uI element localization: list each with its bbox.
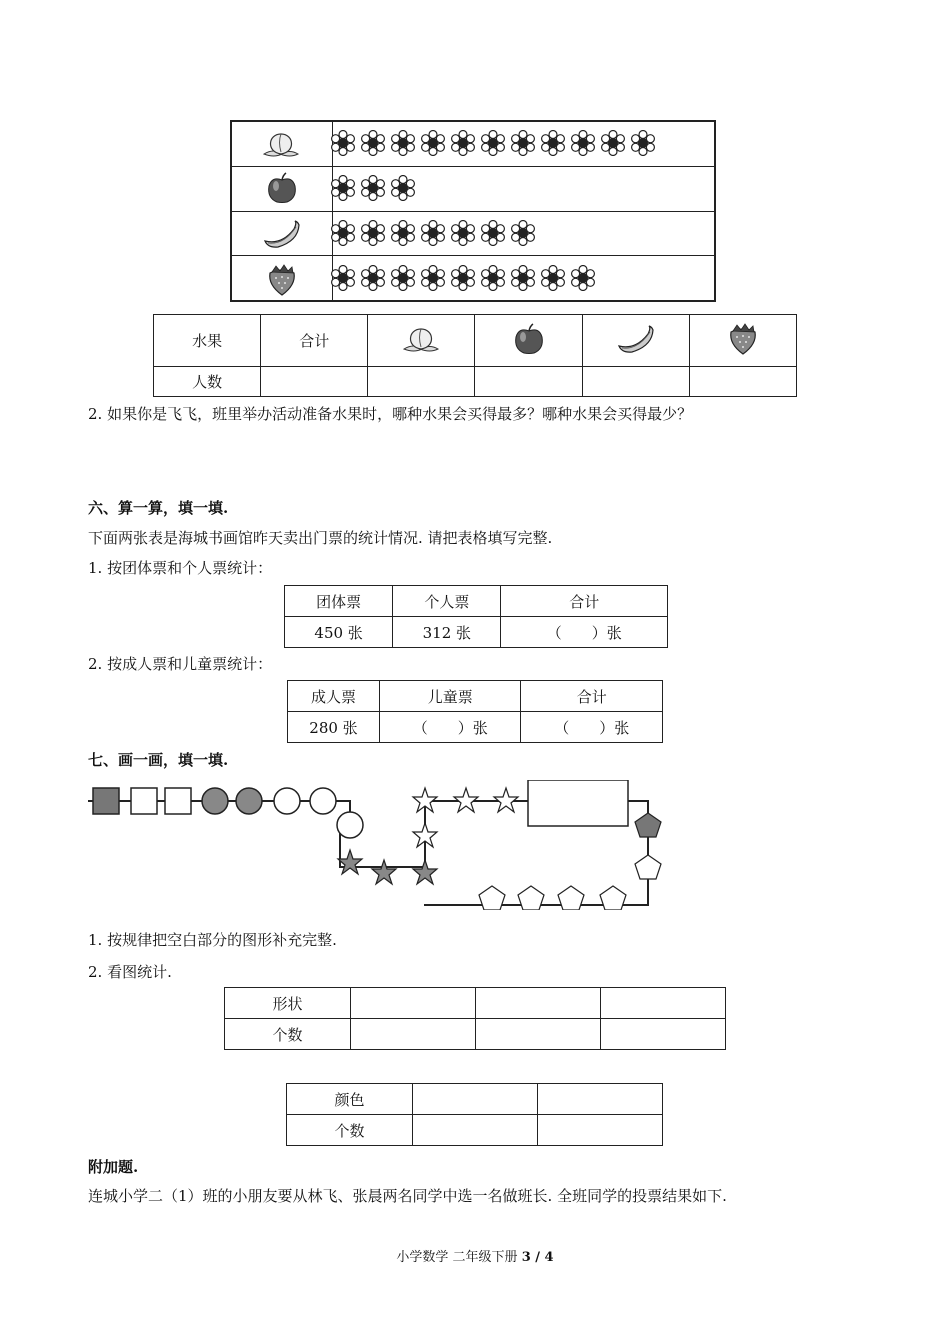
answer-cell[interactable]: （ ）张: [501, 617, 668, 648]
page-footer: [0, 1246, 950, 1265]
ticket-table-1: [284, 585, 668, 648]
white-star: [454, 788, 478, 812]
flower-icon: [330, 175, 356, 201]
gray-pentagon: [635, 813, 661, 837]
section-7-title: 七、画一画，填一填.: [88, 751, 229, 769]
answer-cell[interactable]: [261, 367, 368, 397]
flower-row: [330, 175, 416, 201]
peach-icon: [400, 323, 442, 355]
answer-cell[interactable]: [476, 1019, 601, 1050]
white-circle: [337, 812, 363, 838]
flower-icon: [390, 265, 416, 291]
answer-cell[interactable]: [476, 988, 601, 1019]
white-circle: [310, 788, 336, 814]
section-7-q2: 2. 看图统计.: [88, 963, 172, 981]
flower-icon: [510, 130, 536, 156]
answer-cell[interactable]: [413, 1115, 538, 1146]
fruit-label: 水果: [154, 315, 261, 367]
flower-icon: [570, 265, 596, 291]
table-header: 成人票: [288, 681, 380, 712]
flower-icon: [330, 220, 356, 246]
page-number: 3 / 4: [521, 1250, 554, 1265]
table-header: 个人票: [393, 586, 501, 617]
white-pentagon: [518, 886, 544, 910]
white-pentagon: [600, 886, 626, 910]
flower-icon: [570, 130, 596, 156]
flower-icon: [480, 265, 506, 291]
banana-icon: [262, 219, 302, 249]
blank-box: [528, 780, 628, 826]
flower-row: [330, 220, 536, 246]
section-7-q1: 1. 按规律把空白部分的图形补充完整.: [88, 931, 337, 949]
ticket-table-2: [287, 680, 663, 743]
table-header: 合计: [521, 681, 663, 712]
shape-label: 形状: [225, 988, 351, 1019]
flower-icon: [390, 130, 416, 156]
question-5-2: 2. 如果你是飞飞，班里举办活动准备水果时，哪种水果会买得最多？哪种水果会买得最少？: [88, 405, 693, 423]
flower-icon: [510, 265, 536, 291]
flower-row: [330, 130, 656, 156]
flower-icon: [480, 130, 506, 156]
table-cell: 312 张: [393, 617, 501, 648]
flower-icon: [600, 130, 626, 156]
flower-icon: [480, 220, 506, 246]
strawberry-icon: [725, 322, 761, 356]
table-header: 儿童票: [379, 681, 521, 712]
flower-icon: [330, 130, 356, 156]
answer-cell[interactable]: [601, 1019, 726, 1050]
apple-icon: [264, 172, 300, 204]
white-pentagon: [635, 855, 661, 879]
count-label: 个数: [287, 1115, 413, 1146]
fruit-count-table: [153, 314, 797, 397]
section-6-q1: 1. 按团体票和个人票统计：: [88, 559, 273, 577]
flower-row: [330, 265, 596, 291]
answer-cell[interactable]: [582, 367, 689, 397]
white-pentagon: [558, 886, 584, 910]
white-square: [165, 788, 191, 814]
flower-icon: [360, 265, 386, 291]
gray-circle: [236, 788, 262, 814]
white-square: [131, 788, 157, 814]
answer-cell[interactable]: [368, 367, 475, 397]
flower-icon: [360, 175, 386, 201]
color-count-table: [286, 1083, 663, 1146]
gray-star: [372, 860, 396, 884]
flower-icon: [540, 130, 566, 156]
flower-icon: [450, 265, 476, 291]
apple-icon: [511, 323, 547, 355]
pictograph: [230, 120, 716, 302]
color-label: 颜色: [287, 1084, 413, 1115]
answer-cell[interactable]: （ ）张: [379, 712, 521, 743]
flower-icon: [420, 130, 446, 156]
footer-label: 小学数学 二年级下册: [396, 1250, 522, 1265]
gray-star: [413, 860, 437, 884]
answer-cell[interactable]: [351, 988, 476, 1019]
answer-cell[interactable]: [413, 1084, 538, 1115]
flower-icon: [360, 220, 386, 246]
answer-cell[interactable]: [601, 988, 726, 1019]
flower-icon: [510, 220, 536, 246]
total-label: 合计: [261, 315, 368, 367]
section-6-intro: 下面两张表是海城书画馆昨天卖出门票的统计情况. 请把表格填写完整.: [88, 529, 553, 547]
shape-pattern-figure: [88, 780, 688, 910]
white-star: [494, 788, 518, 812]
white-pentagon: [479, 886, 505, 910]
flower-icon: [540, 265, 566, 291]
flower-icon: [420, 265, 446, 291]
answer-cell[interactable]: [538, 1115, 663, 1146]
gray-square: [93, 788, 119, 814]
answer-cell[interactable]: [351, 1019, 476, 1050]
flower-icon: [360, 130, 386, 156]
gray-star: [338, 850, 362, 874]
flower-icon: [450, 220, 476, 246]
answer-cell[interactable]: [538, 1084, 663, 1115]
answer-cell[interactable]: （ ）张: [521, 712, 663, 743]
gray-circle: [202, 788, 228, 814]
flower-icon: [420, 220, 446, 246]
table-header: 合计: [501, 586, 668, 617]
white-circle: [274, 788, 300, 814]
flower-icon: [450, 130, 476, 156]
section-6-q2: 2. 按成人票和儿童票统计：: [88, 655, 273, 673]
table-cell: 280 张: [288, 712, 380, 743]
flower-icon: [330, 265, 356, 291]
flower-icon: [630, 130, 656, 156]
table-cell: 450 张: [285, 617, 393, 648]
table-header: 团体票: [285, 586, 393, 617]
answer-cell[interactable]: [689, 367, 796, 397]
bonus-title: 附加题.: [88, 1158, 139, 1176]
strawberry-icon: [264, 263, 300, 297]
section-6-title: 六、算一算，填一填.: [88, 499, 229, 517]
peach-icon: [260, 128, 302, 160]
count-label: 个数: [225, 1019, 351, 1050]
people-label: 人数: [154, 367, 261, 397]
flower-icon: [390, 220, 416, 246]
banana-icon: [616, 324, 656, 354]
flower-icon: [390, 175, 416, 201]
answer-cell[interactable]: [475, 367, 582, 397]
shape-count-table: [224, 987, 726, 1050]
bonus-text: 连城小学二（1）班的小朋友要从林飞、张晨两名同学中选一名做班长. 全班同学的投票结果如下.: [88, 1187, 727, 1205]
